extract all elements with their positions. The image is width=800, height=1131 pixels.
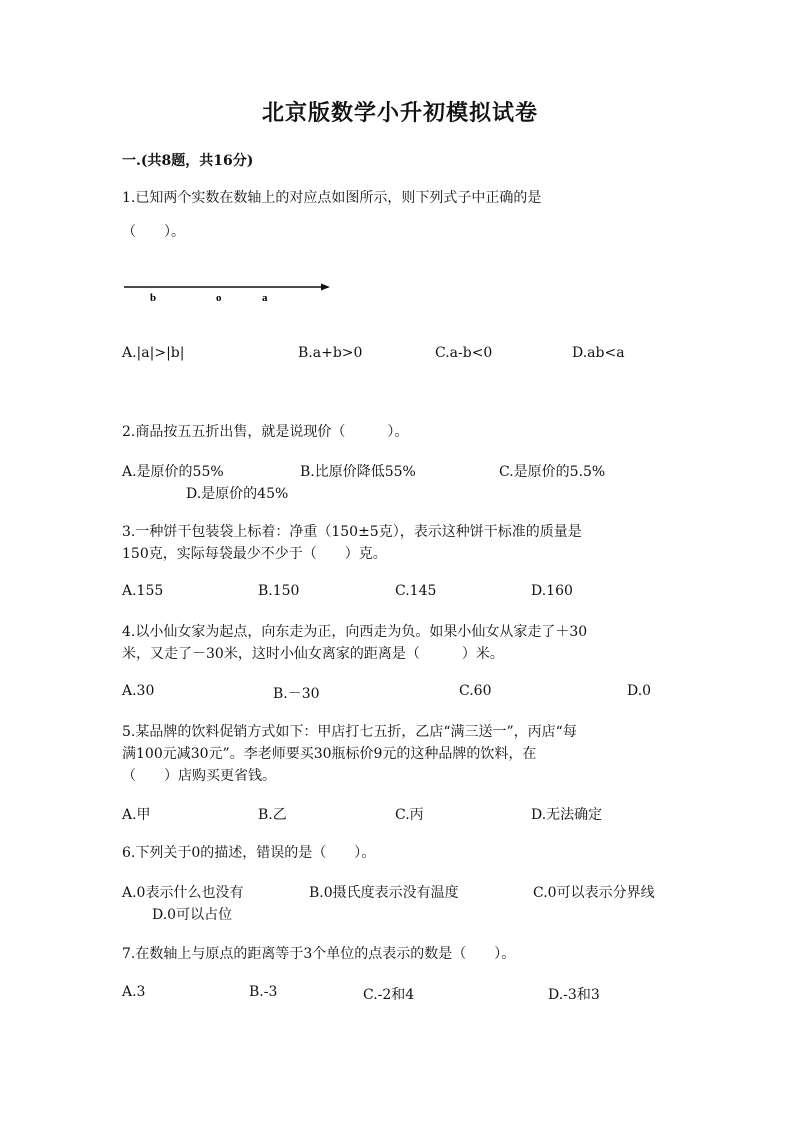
number-line-arrow bbox=[321, 284, 330, 291]
question-3-line-1: 3.一种饼干包装袋上标着：净重（150±5克），表示这种饼干标准的质量是 bbox=[122, 524, 582, 540]
q6-option-c: C.0可以表示分界线 bbox=[533, 885, 655, 901]
q2-option-b: B.比原价降低55% bbox=[300, 464, 416, 480]
question-1 bbox=[122, 187, 682, 243]
q4-option-b: B.－30 bbox=[273, 686, 320, 702]
q5-option-d: D.无法确定 bbox=[531, 807, 603, 823]
page-title: 北京版数学小升初模拟试卷 bbox=[261, 100, 538, 126]
question-5-line-3: （ ）店购买更省钱。 bbox=[122, 768, 276, 784]
question-5-line-1: 5.某品牌的饮料促销方式如下：甲店打七五折，乙店“满三送一”，丙店“每 bbox=[122, 724, 577, 740]
q2-option-a: A.是原价的55% bbox=[122, 464, 224, 480]
section-heading: 一.(共8题，共16分) bbox=[122, 153, 254, 169]
q6-option-d: D.0可以占位 bbox=[152, 907, 233, 923]
q3-option-c: C.145 bbox=[395, 583, 437, 599]
question-5 bbox=[122, 721, 682, 787]
q1-option-d: D.ab<a bbox=[572, 345, 625, 361]
question-4-line-1: 4.以小仙女家为起点，向东走为正，向西走为负。如果小仙女从家走了＋30 bbox=[122, 624, 588, 640]
q1-option-c: C.a-b<0 bbox=[435, 345, 493, 361]
q4-option-d: D.0 bbox=[627, 683, 652, 699]
point-a-label: a bbox=[262, 292, 268, 304]
q1-option-a: A.|a|>|b| bbox=[122, 345, 185, 361]
q7-option-a: A.3 bbox=[122, 984, 146, 1000]
question-1-line-2: （ ）。 bbox=[122, 224, 185, 240]
question-2-line-1: 2.商品按五五折出售，就是说现价（ ）。 bbox=[122, 424, 409, 440]
question-6 bbox=[122, 842, 682, 864]
q4-option-a: A.30 bbox=[122, 683, 155, 699]
q6-option-a: A.0表示什么也没有 bbox=[122, 885, 244, 901]
point-o-label: o bbox=[216, 292, 222, 304]
q3-option-d: D.160 bbox=[531, 583, 573, 599]
q7-option-c: C.-2和4 bbox=[363, 987, 415, 1003]
question-4-line-2: 米，又走了－30米，这时小仙女离家的距离是（ ）米。 bbox=[122, 646, 504, 662]
question-5-line-2: 满100元减30元”。李老师要买30瓶标价9元的这种品牌的饮料，在 bbox=[122, 746, 537, 762]
q4-option-c: C.60 bbox=[459, 683, 492, 699]
q3-option-a: A.155 bbox=[122, 583, 164, 599]
question-3-line-2: 150克，实际每袋最少不少于（ ）克。 bbox=[122, 546, 387, 562]
q7-option-b: B.-3 bbox=[249, 984, 278, 1000]
question-7 bbox=[122, 943, 682, 965]
question-4 bbox=[122, 621, 682, 665]
q5-option-c: C.丙 bbox=[395, 807, 424, 823]
question-2 bbox=[122, 421, 682, 443]
number-line-figure bbox=[124, 280, 334, 310]
q5-option-a: A.甲 bbox=[122, 807, 151, 823]
question-7-line-1: 7.在数轴上与原点的距离等于3个单位的点表示的数是（ ）。 bbox=[122, 946, 516, 962]
q5-option-b: B.乙 bbox=[258, 807, 287, 823]
point-b-label: b bbox=[150, 292, 157, 304]
question-1-line-1: 1.已知两个实数在数轴上的对应点如图所示，则下列式子中正确的是 bbox=[122, 190, 542, 206]
q3-option-b: B.150 bbox=[258, 583, 300, 599]
question-6-line-1: 6.下列关于0的描述，错误的是（ ）。 bbox=[122, 845, 376, 861]
question-3 bbox=[122, 521, 682, 565]
q1-option-b: B.a+b>0 bbox=[298, 345, 363, 361]
q6-option-b: B.0摄氏度表示没有温度 bbox=[309, 885, 459, 901]
q7-option-d: D.-3和3 bbox=[548, 987, 600, 1003]
q2-option-d: D.是原价的45% bbox=[186, 486, 289, 502]
q2-option-c: C.是原价的5.5% bbox=[499, 464, 606, 480]
